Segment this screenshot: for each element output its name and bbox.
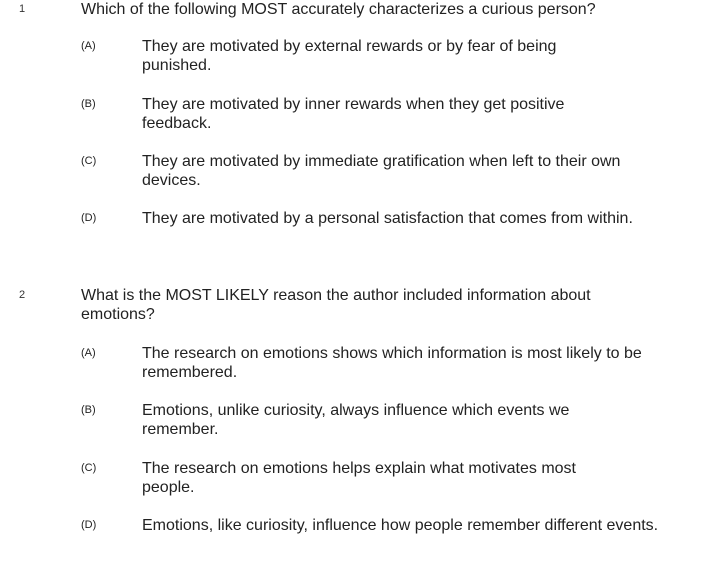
choice-text: The research on emotions shows which information is most likely to be remembered. xyxy=(142,345,642,381)
choice-text: They are motivated by a personal satisfaction that comes from within. xyxy=(142,210,633,227)
choice-text: The research on emotions helps explain what motivates most people. xyxy=(142,460,576,496)
question-number: 1 xyxy=(19,3,26,15)
choice-letter: (C) xyxy=(81,155,97,167)
choice-letter: (A) xyxy=(81,347,96,359)
choice-letter: (D) xyxy=(81,519,97,531)
question-prompt: Which of the following MOST accurately characterizes a curious person? xyxy=(81,1,596,18)
choice-letter: (B) xyxy=(81,98,96,110)
choice-letter: (A) xyxy=(81,40,96,52)
choice-text: Emotions, unlike curiosity, always influence which events we remember. xyxy=(142,402,570,438)
question-number: 2 xyxy=(19,289,26,301)
question-prompt: What is the MOST LIKELY reason the author included information about emotions? xyxy=(81,287,591,323)
choice-letter: (B) xyxy=(81,404,96,416)
choice-letter: (C) xyxy=(81,462,97,474)
choice-text: They are motivated by immediate gratification when left to their own devices. xyxy=(142,153,621,189)
choice-text: Emotions, like curiosity, influence how people remember different events. xyxy=(142,517,659,534)
choice-letter: (D) xyxy=(81,212,97,224)
choice-text: They are motivated by external rewards or by fear of being punished. xyxy=(142,38,557,74)
choice-text: They are motivated by inner rewards when they get positive feedback. xyxy=(142,96,565,132)
